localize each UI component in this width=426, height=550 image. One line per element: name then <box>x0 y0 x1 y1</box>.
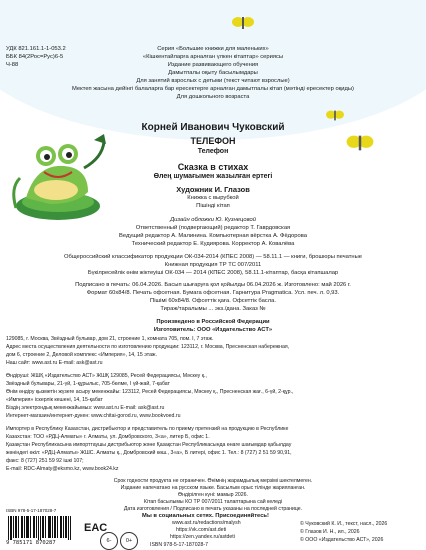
social-link[interactable]: https://zen.yandex.ru/astdeti <box>170 534 235 540</box>
importer-line: Қазақстан Республикасына импорттаушы дистрибьютор және Қазақстан Республикасында өнаге шағымдар қабылдау <box>6 442 292 448</box>
format-label: Книжка с вырубкой <box>187 195 239 201</box>
manufacturer-line: дом 6, строение 2, Деловой комплекс «Империя», 14, 15 этаж. <box>6 352 157 358</box>
terms-line: Срок годности продукта не ограничен. Өнімнің жарамдылық мерзімі шектелмеген. <box>113 478 313 484</box>
credit-line: Ответственный (подвергающий) редактор Т. Гаврдовская <box>135 225 291 231</box>
kz-manufacturer-line: Звёздный бульвары, 21-үй, 1-құрылыс, 705-бөлме, I үй-жай, 7-қабат <box>6 381 170 387</box>
classifier-line: Бүкілресейлік өнім жіктеуіші ОК-034 — 2014 (КПЕС 2008), 58.11.1-кітаптар, басқа кітапшалар <box>87 270 339 276</box>
isbn-line: ISBN 978-5-17-187028-7 <box>150 542 208 548</box>
audience-line: Для занятий взрослых с детьми (текст читают взрослые) <box>136 78 290 84</box>
kz-manufacturer-line: Өнім өндіру қызметін жүзеге асыру мекенжайы: 123112, Ресей Федерациясы, Мәскеу қ., Пресненская жағ., 6-үй, 2-құр., <box>6 389 294 395</box>
classifier-line: Книжная продукция ТР ТС 007/2011 <box>164 262 262 268</box>
audience-line-kz: Мектеп жасына дейінгі балаларға бар ересектерге арналған дамытпалы кітап (мәтінді ересектер оқиды) <box>72 86 354 92</box>
udk-code: УДК 821.161.1-1-053.2 <box>6 46 66 52</box>
copyright-line: © Глазов И. Н., ил., 2026 <box>300 529 360 535</box>
age-rating-badge: 6- <box>100 532 118 550</box>
manufacturer-line: Адрес места осуществления деятельности по изготовлению продукции: 123112, г. Москва, Пресненская набережная, <box>6 344 290 350</box>
age-group-line: Для дошкольного возраста <box>176 94 250 100</box>
author-name: Корней Иванович Чуковский <box>141 122 285 133</box>
social-heading: Мы в социальных сетях. Присоединяйтесь! <box>142 513 269 519</box>
illustrator: Художник И. Глазов <box>176 185 250 194</box>
print-line: Формат 60x84/8. Печать офсетная. Бумага офсетная. Гарнитура Pragmatica. Усл. печ. л. 0,93. <box>86 290 340 296</box>
manufacturer-line: Наш сайт: www.ast.ru E-mail: ask@ast.ru <box>6 360 103 366</box>
manufacturer-name: Изготовитель: ООО «Издательство АСТ» <box>153 327 273 333</box>
credit-line: Технический редактор Е. Кудиярова. Корректор А. Ковалёва <box>131 241 295 247</box>
terms-line: Өндірілген күні: мамыр 2026. <box>178 492 248 498</box>
social-link[interactable]: www.ast.ru/redactions/malysh <box>172 520 241 526</box>
credit-line: Ведущий редактор А. Малинина. Компьютерная вёрстка А. Фёдорова <box>119 233 307 239</box>
butterfly-icon <box>232 14 254 32</box>
subtitle: Сказка в стихах <box>177 162 249 172</box>
credit-line: Дизайн обложки Ю. Кузнецовой <box>170 217 256 223</box>
importer-line: Казахстан: ТОО «РДЦ-Алматы» г. Алматы, ул. Домбровского, 3«а», литер Б, офис 1. <box>6 434 210 440</box>
age-rating-badge: 0+ <box>120 532 138 550</box>
isbn-small: ISBN 978-5-17-187028-7 <box>6 508 57 513</box>
importer-line: факс: 8 (727) 251 59 92 ішкі 107; <box>6 458 84 464</box>
kz-manufacturer-line: Өндіруші: ЖШҚ «Издательство АСТ» ЖШҚ 129085, Ресей Федерациясы, Мәскеу қ., <box>6 373 207 379</box>
bbk-code: ББК 84(2Рос=Рус)6-5 <box>6 54 64 60</box>
format-label-kz: Пішінді кітап <box>196 203 230 209</box>
series-line-kz: «Кішкентайларға арналған үлкен кітаптар» сериясы <box>142 54 284 60</box>
edition-line: Издание развивающего обучения <box>167 62 259 68</box>
edition-line-kz: Дамытпалы оқыту басылымдары <box>168 70 258 76</box>
importer-line: E-mail: RDC-Almaty@eksmo.kz, www.book24.kz <box>6 466 119 472</box>
print-line: Пішімі 60x84/8. Офсеттік қаға. Офсеттік басла. <box>150 298 276 304</box>
social-link[interactable]: https://vk.com/ast.deti <box>176 527 227 533</box>
manufacturer-line: 129085, г. Москва, Звёздный бульвар, дом 21, строение 1, комната 705, пом. I, 7 этаж. <box>6 336 214 342</box>
subtitle-kz: Өлең шумағымен жазылған ертегі <box>153 173 273 180</box>
book-title-kz: Телефон <box>197 148 229 155</box>
book-title: ТЕЛЕФОН <box>190 136 236 146</box>
terms-line: Дата изготовления / Подписано в печать указаны на последней странице. <box>123 506 303 512</box>
kz-manufacturer-line: «Империя» іскерлік кешені, 14, 15-қабат <box>6 397 103 403</box>
butterfly-icon <box>326 108 344 123</box>
eac-mark: EAC <box>84 522 108 534</box>
importer-line: Импортер в Республику Казахстан, дистрибьютор и представитель по приему претензий на продукцию в Республике <box>6 426 289 432</box>
terms-line: Издание напечатано на русском языке. Басылым орыс тілінде жарияланған. <box>120 485 306 491</box>
series-line: Серия «Большие книжки для маленьких» <box>157 46 269 52</box>
copyright-line: © Чуковский К. И., текст, насл., 2026 <box>300 521 388 527</box>
barcode-digits: 9 785171 870287 <box>6 540 56 546</box>
print-line: Подписано в печать: 06.04.2026. Басып шығаруға қол қойылды 06.04.2026 ж. Изготовлено: май 2026 г. <box>75 282 351 288</box>
print-line: Тираж/таралымы ... экз./дана. Заказ № <box>160 306 266 312</box>
kz-manufacturer-line: Интернет-магазин/интернет-дүкен: www.chitai-gorod.ru, www.bookvoed.ru <box>6 413 181 419</box>
author-code: Ч-88 <box>6 62 19 68</box>
copyright-line: © ООО «Издательство АСТ», 2026 <box>300 537 384 543</box>
classifier-line: Общероссийский классификатор продукции ОК-034-2014 (КПЕС 2008) — 58.11.1 — книги, брошюры печатные <box>63 254 363 260</box>
importer-line: жөніндегі өкіл: «РДЦ-Алматы» ЖШС. Алматы қ., Домбровский көш., 3«а», Б литері, офис 1. Тел.: 8 (727) 2 51 59 90,91, <box>6 450 292 456</box>
terms-line: Кітап басылымы КО ТР 007/2011 талаптарына сай келеді <box>143 499 283 505</box>
made-in: Произведено в Российской Федерации <box>156 319 270 325</box>
kz-manufacturer-line: Біздің электрондық мекенжайымыз: www.ast.ru E-mail: ask@ast.ru <box>6 405 165 411</box>
